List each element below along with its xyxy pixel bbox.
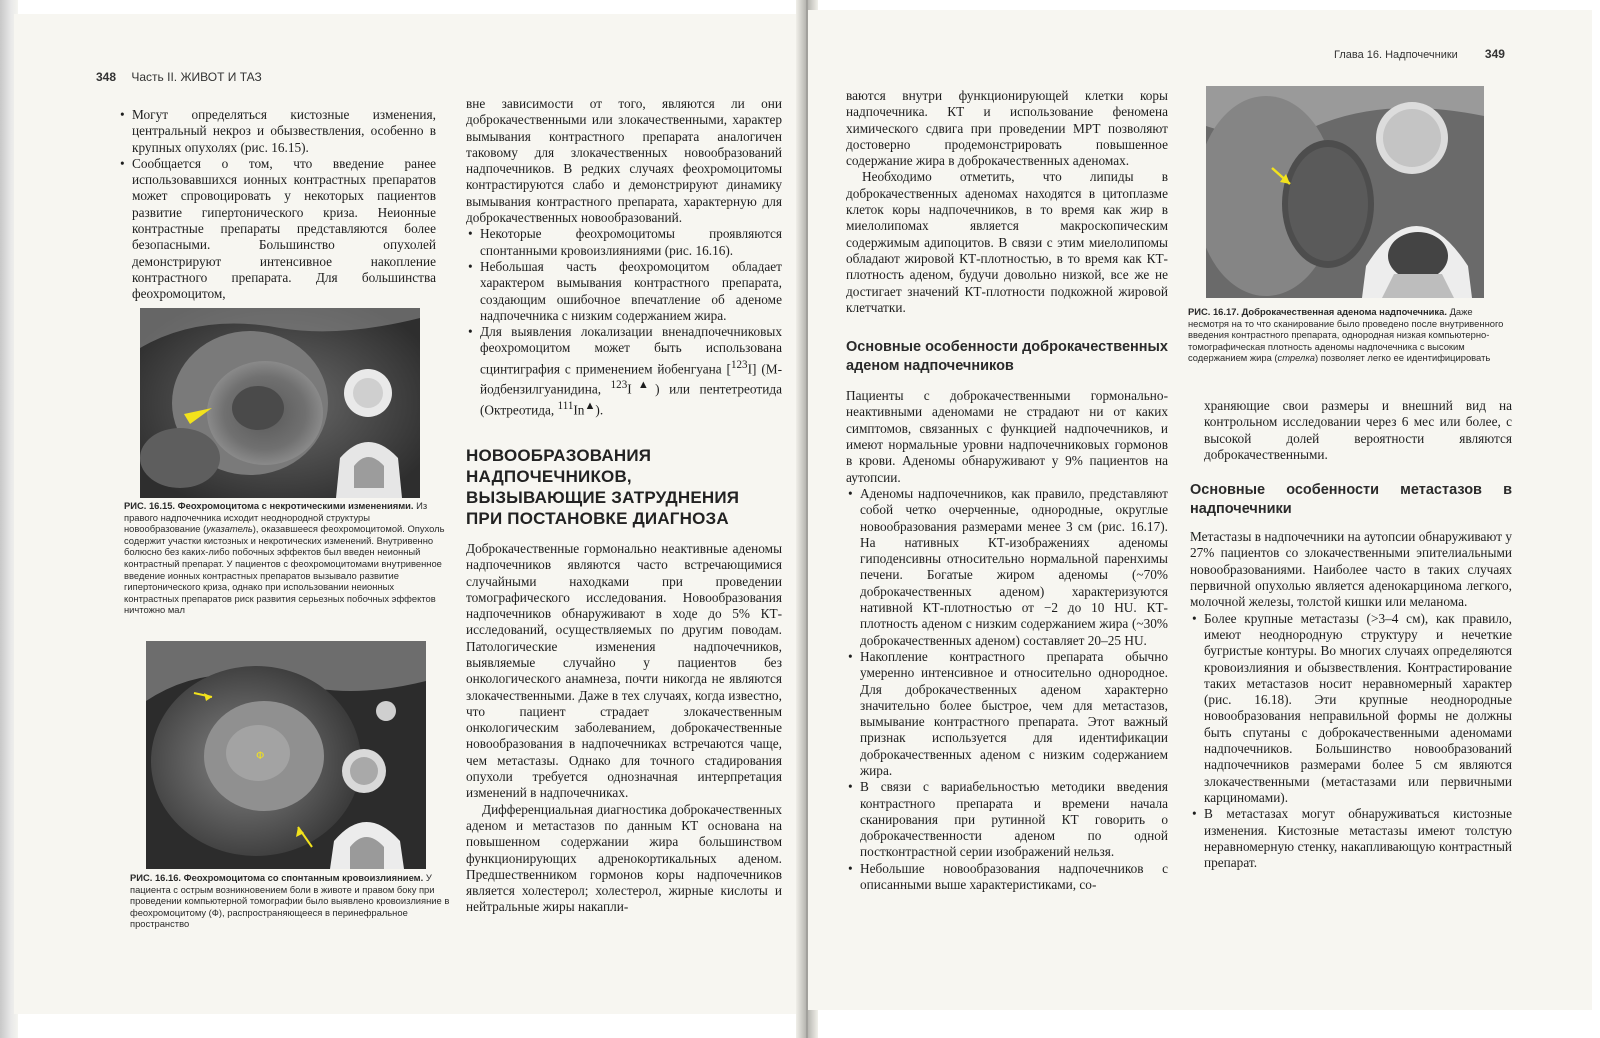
- left-running-title: Часть II. ЖИВОТ И ТАЗ: [131, 70, 262, 84]
- text-run: In: [573, 402, 585, 418]
- text-run: ).: [595, 402, 604, 418]
- superscript: ▲: [631, 379, 656, 392]
- paragraph: Доброкачественные гормонально неактивные аденомы надпочечников являются часто встречающимися случайными находками при проведении томографического исследования. Новообразования надпочечников обнаруживают в ходе до 5% КТ-исследований, осуществляемых по другим поводам. Патологические изменения надпочечников, выявляемые случайно у пациентов без онкологического анамнеза, почти никогда не являются злокачественными. Даже в тех случаях, когда известно, что пациент страдает злокачественным онкологическим заболеванием, доброкачественные новообразования в надпочечниках встречаются чаще, чем метастазы. Однако для точного стадирования опухоли требуется однозначная интерпретация изменений в надпочечниках.: [466, 540, 782, 801]
- list-item: • В метастазах могут обнаруживаться кистозные изменения. Кистозные метастазы имеют толстую неравномерную стенку, накапливающую контрастный препарат.: [1190, 806, 1512, 871]
- list-item: • В связи с вариабельностью методики введения контрастного препарата и времени начала сканирования при рутинной КТ говорить о доброкачественности аденом по одной постконтрастной серии изображений нельзя.: [846, 779, 1168, 860]
- ct-image-fig-16-17: [1206, 86, 1484, 298]
- section-heading: НОВООБРАЗОВАНИЯ НАДПОЧЕЧНИКОВ, ВЫЗЫВАЮЩИЕ ЗАТРУДНЕНИЯ ПРИ ПОСТАНОВКЕ ДИАГНОЗА: [466, 445, 740, 528]
- ct-scan-graphic: [140, 308, 420, 498]
- list-item: • Аденомы надпочечников, как правило, представляют собой четко очерченные, однородные, округлые новообразования размерами менее 3 см (рис. 16.17). На нативных КТ-изображениях аденомы гиподенсивны относительно нормальной паренхимы печени. Богатые жиром аденомы (~70% доброкачественных аденом) характеризуются нативной КТ-плотностью от −2 до 10 HU. КТ-плотность аденом с низким содержанием жира (~30% доброкачественных аденом) составляет 20–25 HU.: [846, 486, 1168, 649]
- left-col2-text: [466, 96, 782, 916]
- fig-16-15-label: РИС. 16.15. Феохромоцитома с некротическими изменениями.: [124, 500, 414, 511]
- right-page-header: [1334, 47, 1505, 61]
- superscript: 111: [557, 400, 574, 413]
- list-item: • Сообщается о том, что введение ранее использовавшихся ионных контрастных препаратов может спровоцировать у некоторых пациентов развитие гипертонического криза. Неионные контрастные препараты представляются более безопасными. Большинство опухолей демонстрируют интенсивное накопление контрастного препарата. Для большинства феохромоцитом,: [118, 156, 436, 303]
- ct-image-fig-16-16: [146, 641, 426, 869]
- text-run: ) или пентетреотида (Октреотида,: [480, 381, 782, 418]
- fig-16-16-marker: Ф: [256, 750, 265, 762]
- ct-image-fig-16-15: [140, 308, 420, 498]
- list-item: • Небольшие новообразования надпочечников с описанными выше характеристиками, со-: [846, 861, 1168, 894]
- list-item: [466, 324, 782, 419]
- paragraph: ваются внутри функционирующей клетки коры надпочечника. КТ и использование феномена химического сдвига при проведении МРТ позволяют достоверно продемонстрировать повышенное содержание жира в доброкачественных аденомах.: [846, 88, 1168, 169]
- paragraph: Дифференциальная диагностика доброкачественных аденом и метастазов по данным КТ основана на повышенном содержании жира большинством функционирующих адренокортикальных аденом. Предшественником гормонов коры надпочечников является холестерол; холестерол, жирные кислоты и нейтральные жиры накапли-: [466, 801, 782, 915]
- fig-16-15-caption: [124, 500, 446, 616]
- fig-16-16-caption: [130, 872, 452, 930]
- left-page-number: 348: [96, 70, 117, 84]
- superscript: ▲: [584, 400, 596, 413]
- caption-text: Даже несмотря на то что сканирование было проведено после внутривенного введения контрастного препарата, однородная низкая компьютерно-томографическая плотность аденомы надпочечника с высоким содержанием жира (: [1188, 306, 1504, 364]
- superscript: 123: [610, 379, 628, 392]
- fig-16-17-caption: [1188, 306, 1506, 364]
- caption-italic: указатель: [206, 523, 253, 535]
- list-item: • Могут определяться кистозные изменения, центральный некроз и обызвествления, особенно в крупных опухолях (рис. 16.15).: [118, 107, 436, 156]
- paragraph: Необходимо отметить, что липиды в доброкачественных аденомах находятся в цитоплазме клеток коры надпочечников, в то время как жир в миелолипомах является макроскопическим содержимым адипоцитов. В связи с этим миелолипомы обладают жировой КТ-плотностью, в то время как КТ-плотность аденом, будучи довольно низкой, все же не достигает значений КТ-плотности подкожной жировой клетчатки.: [846, 169, 1168, 315]
- list-item: • Некоторые феохромоцитомы проявляются спонтанными кровоизлияниями (рис. 16.16).: [466, 226, 782, 259]
- caption-text: ) позволяет легко ее идентифицировать: [1314, 352, 1491, 364]
- list-item: • Более крупные метастазы (>3–4 см), как правило, имеют неоднородную структуру и нечеткие бугристые контуры. Во многих случаях определяются кровоизлияния и обызвествления. Контрастирование таких метастазов носит неравномерный характер (рис. 16.18). Эти крупные неоднородные новообразования неправильной формы не должны быть спутаны с доброкачественными аденомами надпочечников. Большинство новообразований надпочечников размерами более 5 см являются злокачественными (метастазами или первичными карциномами).: [1190, 611, 1512, 807]
- left-col1-text: [118, 107, 436, 303]
- right-page-number: 349: [1484, 47, 1505, 61]
- section-heading: Основные особенности доброкачественных аденом надпочечников: [846, 339, 1168, 375]
- text-run: Для выявления локализации вненадпочечниковых феохромоцитом может быть использована сцинтиграфия с применением йобенгуана [: [480, 324, 782, 377]
- text-run: I] (М-йодбензилгуанидина,: [480, 361, 782, 397]
- ct-scan-graphic: [1206, 86, 1484, 298]
- right-col4-text: [1190, 398, 1512, 871]
- paragraph: храняющие свои размеры и внешний вид на контрольном исследовании через 6 мес или более, с высокой долей вероятности являются доброкачественными.: [1204, 398, 1512, 462]
- fig-16-17-label: РИС. 16.17. Доброкачественная аденома надпочечника.: [1188, 306, 1447, 317]
- list-item: • Накопление контрастного препарата обычно умеренно интенсивное и относительно однородное. Для доброкачественных аденом характерно значительно более быстрое, чем для метастазов, вымывание контрастного препарата. Этот важный признак используется для идентификации доброкачественных аденом с низким содержанием жира.: [846, 649, 1168, 779]
- ct-scan-graphic: [146, 641, 426, 869]
- list-item: • Небольшая часть феохромоцитом обладает характером вымывания контрастного препарата, создающим ошибочное впечатление об аденоме надпочечника с низким содержанием жира.: [466, 259, 782, 324]
- paragraph: Метастазы в надпочечники на аутопсии обнаруживают у 27% пациентов со злокачественными эпителиальными новообразованиями. Наиболее часто в таких случаях первичной опухолью является аденокарцинома легкого, молочной железы, толстой кишки или меланома.: [1190, 529, 1512, 610]
- caption-italic: стрелка: [1277, 352, 1315, 364]
- text-run: I: [627, 381, 632, 397]
- caption-text: ), оказавшееся феохромоцитомой. Опухоль содержит участки кистозных и некротических изменений. Внутривенно болюсно без каких-либо побочных эффектов был введен неионный контрастный препарат. У пациентов с феохромоцитомами внутривенное введение ионных контрастных препаратов вызывало развитие гипертонического криза, однако при использовании неионных контрастных препаратов риск развития серьезных побочных эффектов ничтожно мал: [124, 523, 445, 616]
- fig-16-16-label: РИС. 16.16. Феохромоцитома со спонтанным кровоизлиянием.: [130, 872, 424, 883]
- left-page-header: [96, 70, 262, 84]
- paragraph: Пациенты с доброкачественными гормонально-неактивными аденомами не страдают ни от каких симптомов, связанных с функцией надпочечников, и имеют нормальные уровни надпочечниковых гормонов в крови. Аденомы обнаруживают у 9% пациентов на аутопсии.: [846, 388, 1168, 485]
- superscript: 123: [730, 358, 748, 371]
- paragraph: вне зависимости от того, являются ли они доброкачественными или злокачественными, характер вымывания контрастного препарата аналогичен таковому для злокачественных новообразований надпочечников. В редких случаях феохромоцитомы контрастируются слабо и демонстрируют динамику вымывания контрастного препарата, характерную для доброкачественных новообразований.: [466, 96, 782, 226]
- caption-text: Из правого надпочечника исходит неоднородной структуры новообразование (: [124, 500, 428, 535]
- right-col3-text: [846, 88, 1168, 893]
- section-heading: Основные особенности метастазов в надпочечники: [1190, 482, 1512, 518]
- right-running-title: Глава 16. Надпочечники: [1334, 49, 1458, 61]
- caption-text: У пациента с острым возникновением боли в животе и правом боку при проведении компьютерной томографии было выявлено кровоизлияние в феохромоцитому (Ф), распространяющееся в перинефральное пространство: [130, 872, 450, 930]
